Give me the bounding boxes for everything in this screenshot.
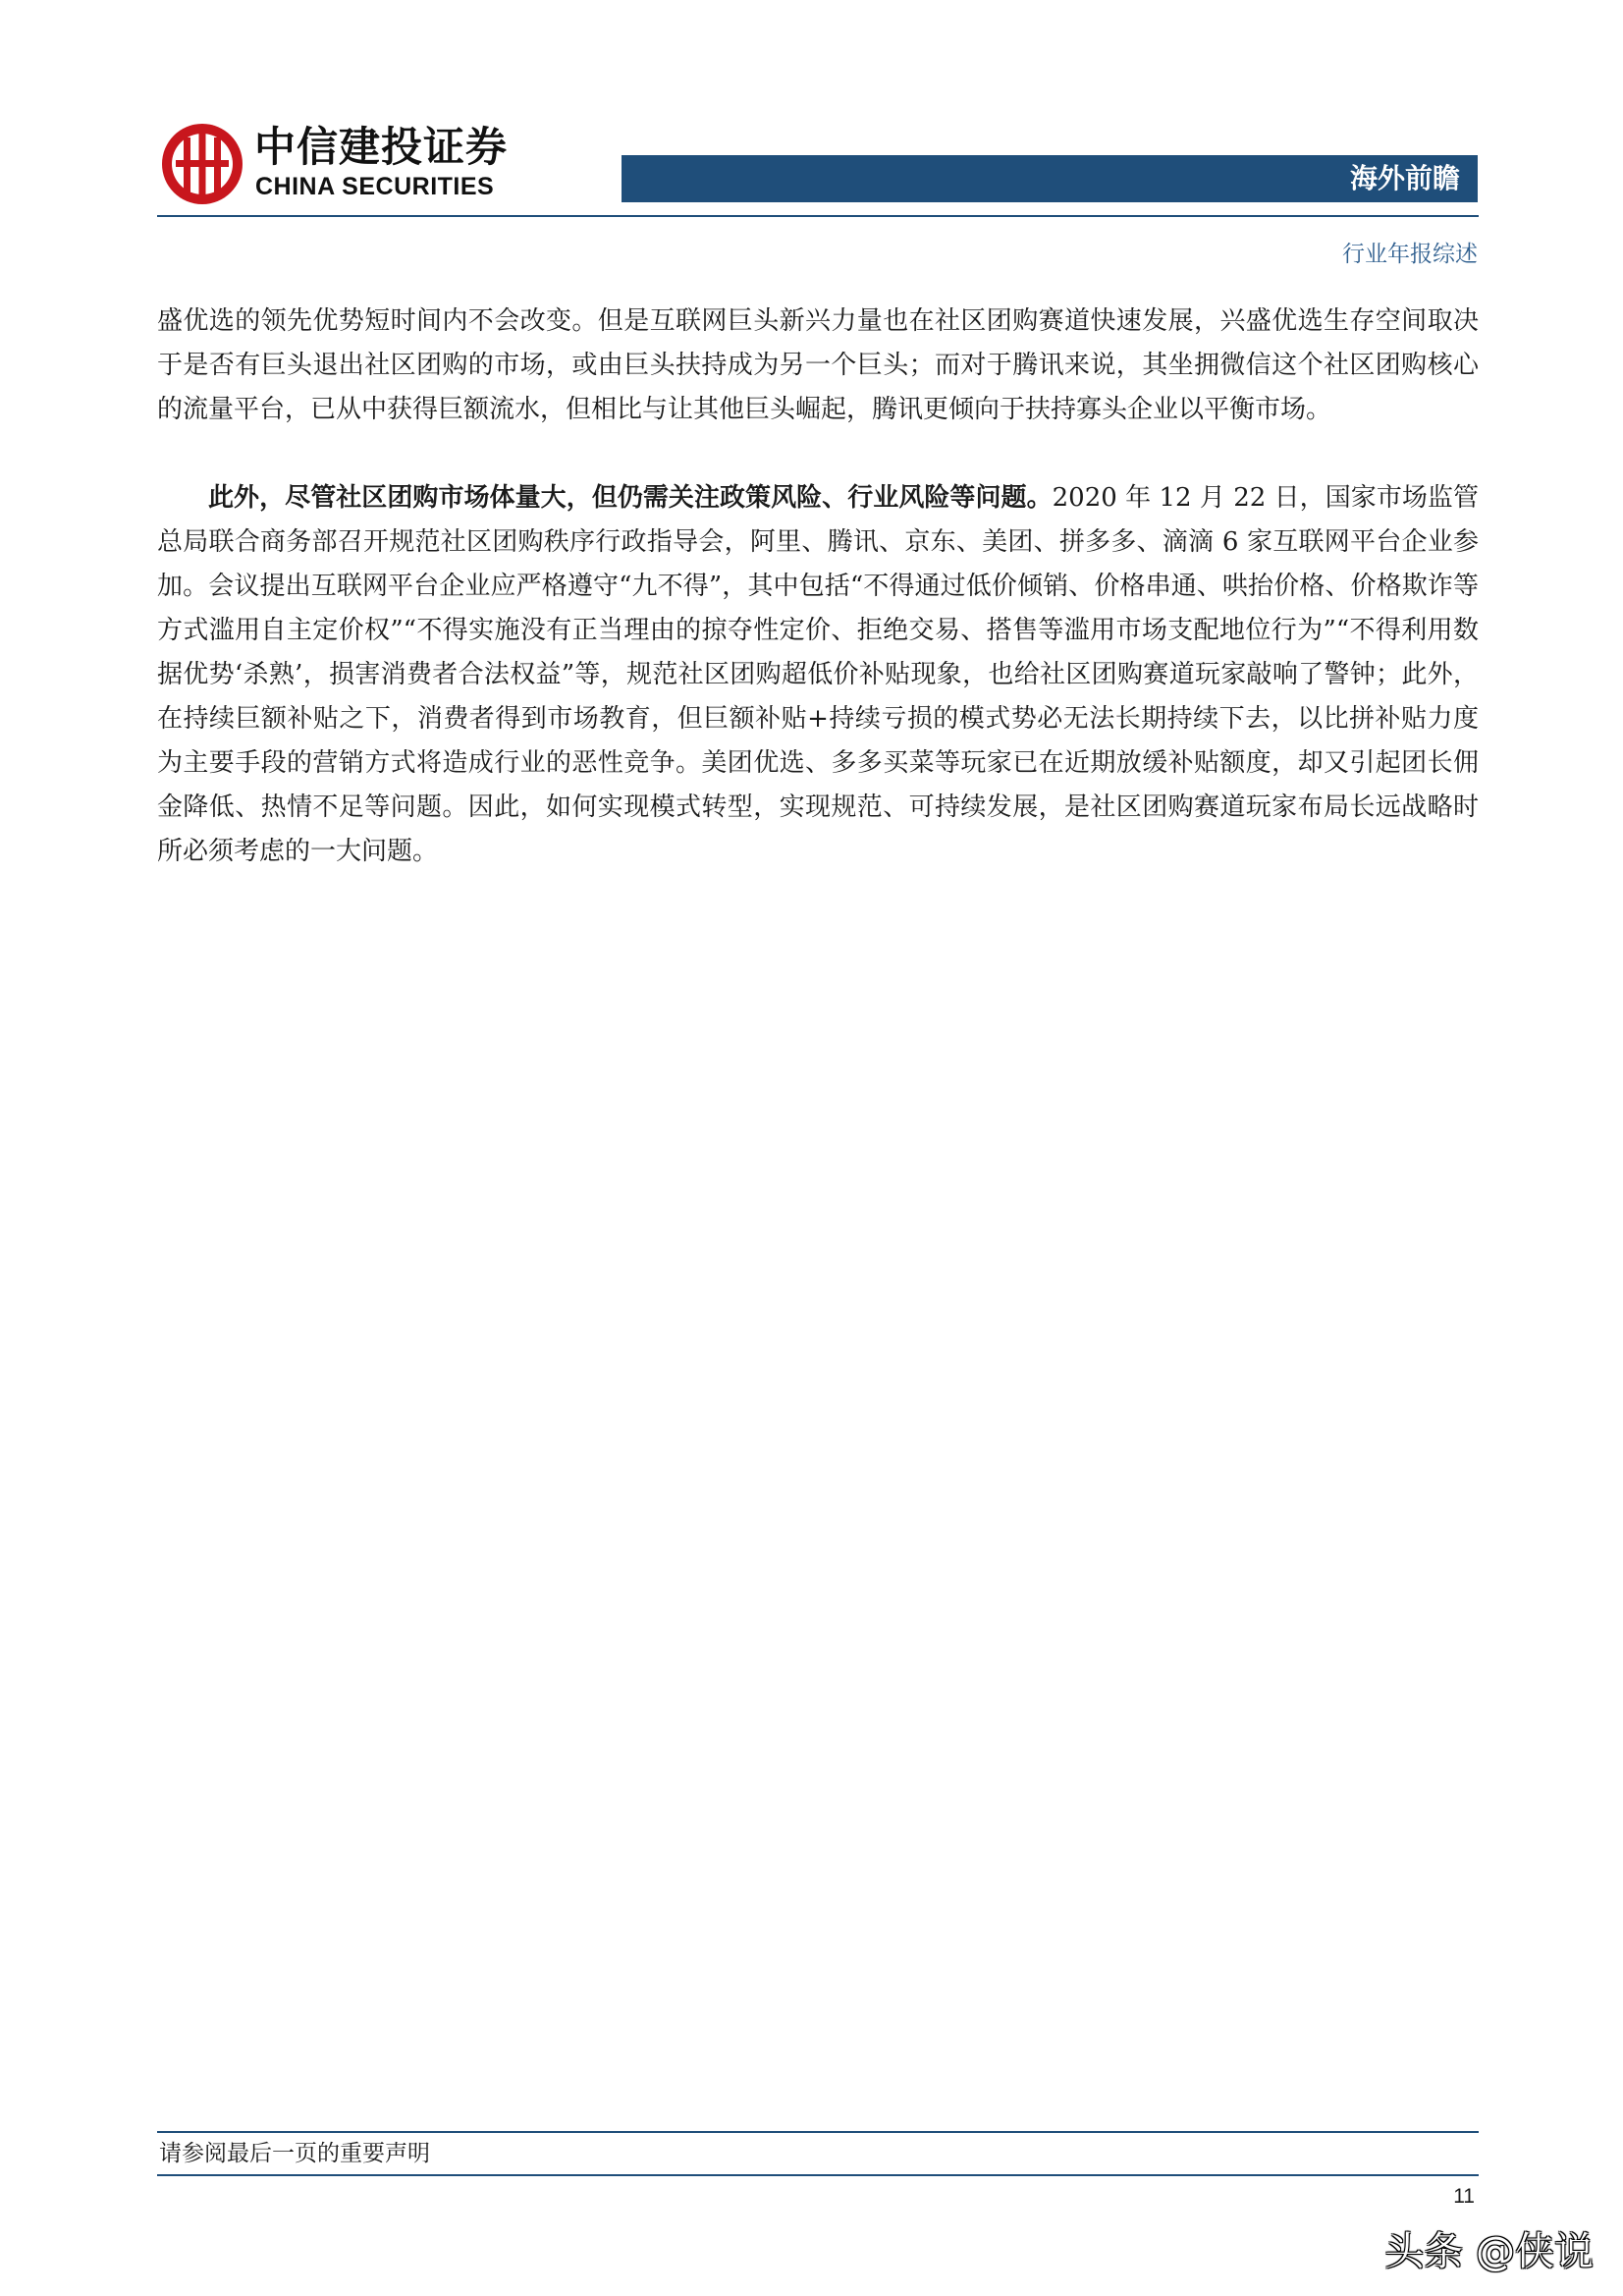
report-type-label: 行业年报综述 bbox=[1342, 242, 1478, 267]
company-logo bbox=[160, 120, 514, 208]
footer-divider-top bbox=[157, 2131, 1479, 2133]
header-divider bbox=[157, 215, 1479, 217]
section-label: 海外前瞻 bbox=[1349, 162, 1460, 194]
brand-name-en: CHINA SECURITIES bbox=[255, 173, 495, 200]
paragraph-2-text: 2020 年 12 月 22 日，国家市场监管总局联合商务部召开规范社区团购秩序行政指导会，阿里、腾讯、京东、美团、拼多多、滴滴 6 家互联网平台企业参加。会议提出互联网平台企业应严格遵守“九不得”，其中包括“不得通过低价倾销、价格串通、哄抬价格、价格欺诈等方式滥用自主定价权”“不得实施没有正当理由的掠夺性定价、拒绝交易、搭售等滥用市场支配地位行为”“不得利用数据优势‘杀熟’，损害消费者合法权益”等，规范社区团购超低价补贴现象，也给社区团购赛道玩家敲响了警钟；此外，在持续巨额补贴之下，消费者得到市场教育，但巨额补贴+持续亏损的模式势必无法长期持续下去，以比拼补贴力度为主要手段的营销方式将造成行业的恶性竞争。美团优选、多多买菜等玩家已在近期放缓补贴额度，却又引起团长佣金降低、热情不足等问题。因此，如何实现模式转型，实现规范、可持续发展，是社区团购赛道玩家布局长远战略时所必须考虑的一大问题。 bbox=[157, 483, 1479, 866]
disclaimer-text: 请参阅最后一页的重要声明 bbox=[159, 2141, 430, 2166]
body-paragraph-1: 盛优选的领先优势短时间内不会改变。但是互联网巨头新兴力量也在社区团购赛道快速发展，兴盛优选生存空间取决于是否有巨头退出社区团购的市场，或由巨头扶持成为另一个巨头；而对于腾讯来说，其坐拥微信这个社区团购核心的流量平台，已从中获得巨额流水，但相比与让其他巨头崛起，腾讯更倾向于扶持寡头企业以平衡市场。 bbox=[157, 306, 1479, 424]
section-header-bar bbox=[622, 155, 1478, 202]
body-paragraph-2 bbox=[157, 476, 1479, 874]
brand-name-cn: 中信建投证券 bbox=[254, 123, 509, 171]
footer-divider-bottom bbox=[157, 2174, 1479, 2176]
page-number: 11 bbox=[1453, 2185, 1475, 2208]
paragraph-2-bold-lead: 此外，尽管社区团购市场体量大，但仍需关注政策风险、行业风险等问题。 bbox=[208, 483, 1053, 513]
report-body bbox=[157, 300, 1479, 874]
china-securities-emblem-icon bbox=[160, 122, 244, 206]
watermark: 头条 @侠说 bbox=[1384, 2229, 1594, 2274]
